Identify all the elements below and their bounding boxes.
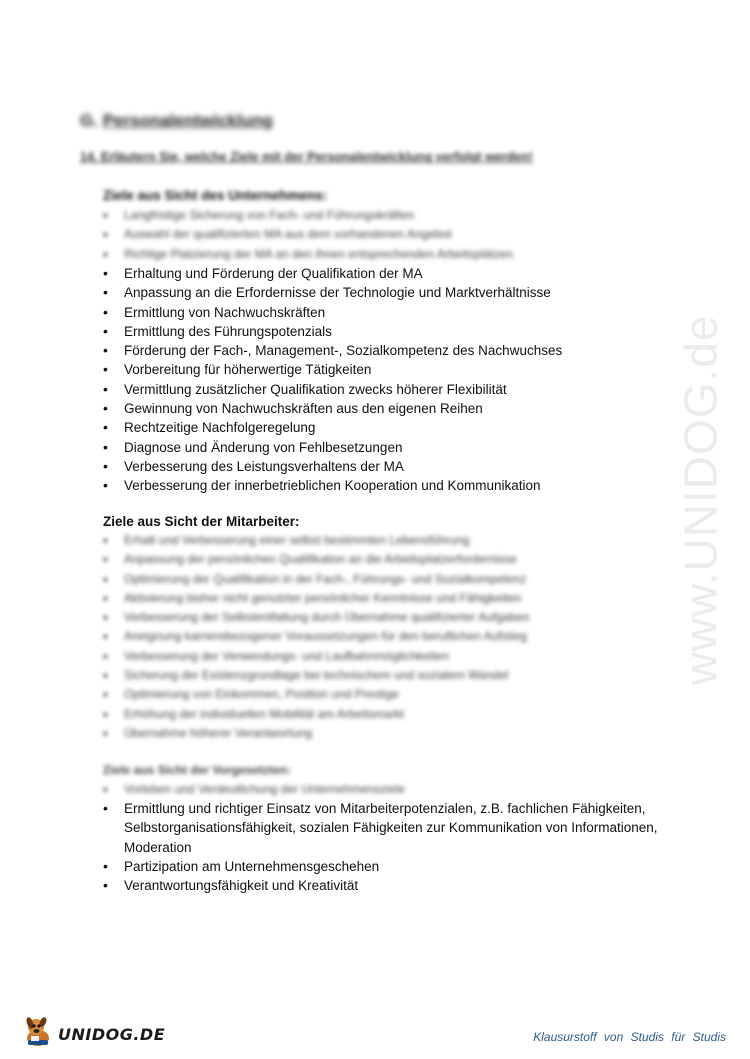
- list-item: • Verbesserung der innerbetrieblichen Kooperation und Kommunikation: [103, 476, 713, 495]
- footer-tagline: Klausurstoff von Studis für Studis: [533, 1030, 726, 1044]
- list-item: • Optimierung der Qualifikation in der Fach-, Führungs- und Sozialkompetenz: [103, 570, 713, 589]
- unternehmen-title: Ziele aus Sicht des Unternehmens:: [103, 188, 328, 203]
- list-item: • Langfristige Sicherung von Fach- und Führungskräften: [103, 206, 713, 225]
- vorgesetzte-blurred-list: [103, 780, 713, 799]
- list-item: • Rechtzeitige Nachfolgeregelung: [103, 418, 713, 437]
- list-item: • Anpassung an die Erfordernisse der Technologie und Marktverhältnisse: [103, 283, 713, 302]
- list-item: • Erhalt und Verbesserung einer selbst bestimmten Lebensführung: [103, 531, 713, 550]
- list-item: • Verbesserung der Selbstentfaltung durch Übernahme qualifizierter Aufgaben: [103, 608, 713, 627]
- list-item: • Auswahl der qualifizierten MA aus dem vorhandenen Angebot: [103, 225, 713, 244]
- unternehmen-blurred-list: [103, 206, 713, 264]
- list-item: • Erhöhung der individuellen Mobilität am Arbeitsmarkt: [103, 705, 713, 724]
- unternehmen-list: [103, 264, 713, 496]
- list-item: • Diagnose und Änderung von Fehlbesetzungen: [103, 438, 713, 457]
- question-text: 14. Erläutern Sie, welche Ziele mit der Personalentwicklung verfolgt werden!: [80, 150, 533, 164]
- list-item: • Verbesserung des Leistungsverhaltens der MA: [103, 457, 713, 476]
- vorgesetzte-list: [103, 799, 713, 895]
- list-item: • Aneignung karrierebezogener Voraussetzungen für den beruflichen Aufstieg: [103, 627, 713, 646]
- list-item: • Übernahme höherer Verantwortung: [103, 724, 713, 743]
- list-item: • Erhaltung und Förderung der Qualifikation der MA: [103, 264, 713, 283]
- list-item: • Optimierung von Einkommen, Position und Prestige: [103, 685, 713, 704]
- list-item: • Ermittlung von Nachwuchskräften: [103, 303, 713, 322]
- dog-mascot-icon: [22, 1014, 56, 1048]
- list-item: • Förderung der Fach-, Management-, Sozialkompetenz des Nachwuchses: [103, 341, 713, 360]
- list-item: • Aktivierung bisher nicht genutzter persönlicher Kenntnisse und Fähigkeiten: [103, 589, 713, 608]
- list-item: • Verbesserung der Verwendungs- und Laufbahnmöglichkeiten: [103, 647, 713, 666]
- vorgesetzte-title: Ziele aus Sicht der Vorgesetzten:: [103, 763, 291, 777]
- list-item: • Partizipation am Unternehmensgeschehen: [103, 857, 713, 876]
- section-heading-prefix: G.: [80, 111, 98, 130]
- mitarbeiter-blurred-list: [103, 531, 713, 743]
- logo-text: UNIDOG.DE: [58, 1025, 166, 1044]
- mitarbeiter-title: Ziele aus Sicht der Mitarbeiter:: [103, 514, 300, 529]
- watermark-text: www.UNIDOG.de: [674, 314, 727, 686]
- list-item: • Anpassung der persönlichen Qualifikation an die Arbeitsplatzerfordernisse: [103, 550, 713, 569]
- list-item: • Gewinnung von Nachwuchskräften aus den eigenen Reihen: [103, 399, 713, 418]
- list-item: • Vermittlung zusätzlicher Qualifikation zwecks höherer Flexibilität: [103, 380, 713, 399]
- list-item: • Ermittlung des Führungspotenzials: [103, 322, 713, 341]
- section-heading: [80, 111, 273, 131]
- list-item: • Sicherung der Existenzgrundlage bei technischem und sozialem Wandel: [103, 666, 713, 685]
- section-heading-title: Personalentwicklung: [102, 111, 273, 130]
- footer-logo: [22, 1010, 165, 1048]
- list-item: • Ermittlung und richtiger Einsatz von Mitarbeiterpotenzialen, z.B. fachlichen Fähigkeiten, Selbstorganisationsfähigkeit, sozialen Fähigkeiten zur Kommunikation von Informationen, Moderation: [103, 799, 713, 857]
- list-item: • Vorbereitung für höherwertige Tätigkeiten: [103, 360, 713, 379]
- list-item: • Verantwortungsfähigkeit und Kreativität: [103, 876, 713, 895]
- list-item: • Vorleben und Verdeutlichung der Unternehmensziele: [103, 780, 713, 799]
- list-item: • Richtige Platzierung der MA an den ihnen entsprechenden Arbeitsplätzen: [103, 245, 713, 264]
